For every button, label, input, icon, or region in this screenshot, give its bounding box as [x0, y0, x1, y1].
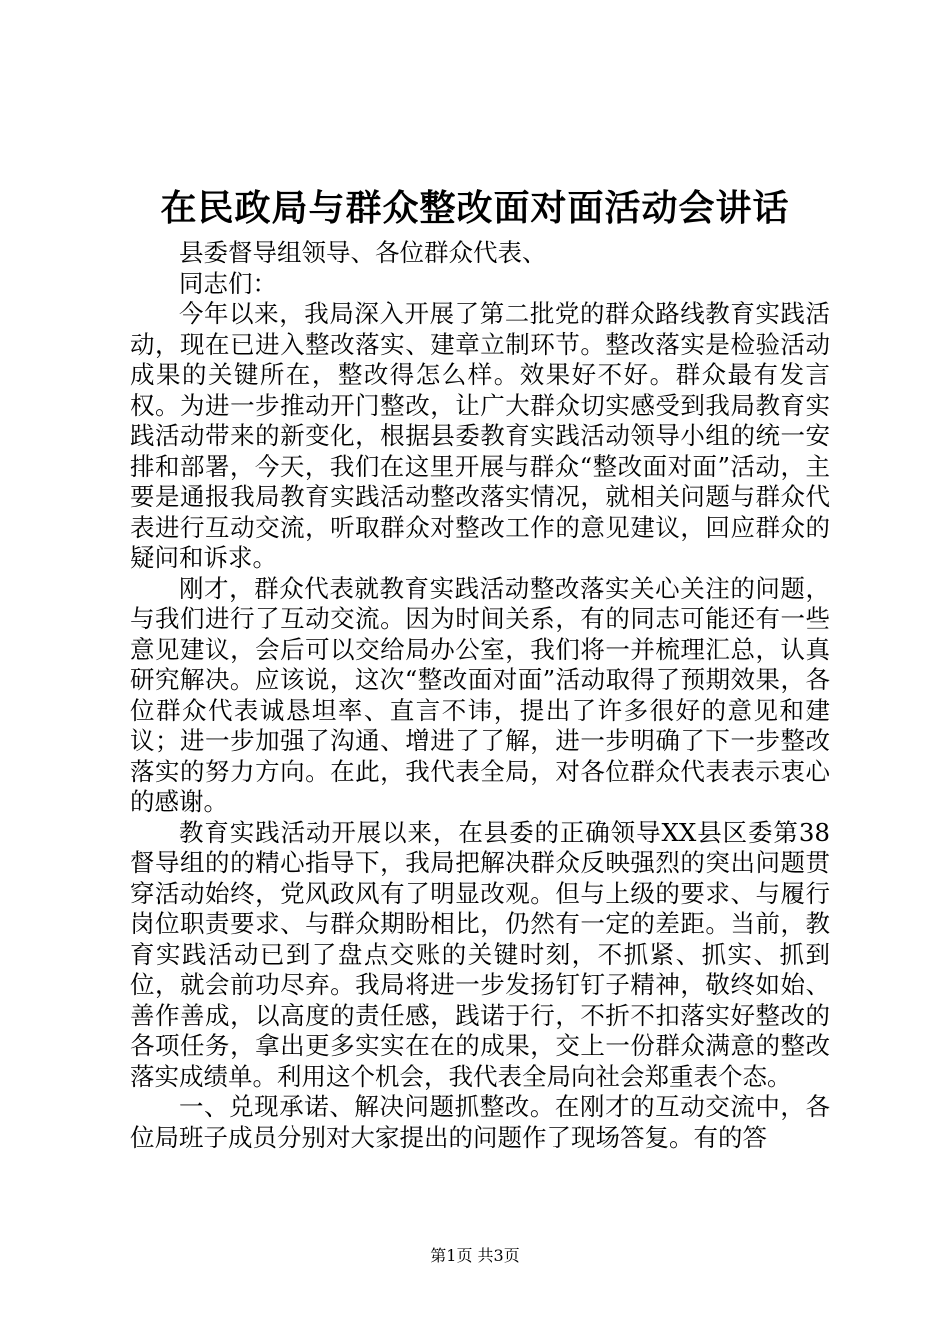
- salutation-line: 县委督导组领导、各位群众代表、: [179, 238, 547, 267]
- document-body: [130, 238, 830, 1153]
- document-title: 在民政局与群众整改面对面活动会讲话: [160, 187, 790, 229]
- page-footer: 第1页 共3页: [430, 1246, 520, 1265]
- body-paragraph: 刚才，群众代表就教育实践活动整改落实关心关注的问题，与我们进行了互动交流。因为时间关系，有的同志可能还有一些意见建议，会后可以交给局办公室，我们将一并梳理汇总，认真研究解决。应该说，这次“整改面对面”活动取得了预期效果，各位群众代表诚恳坦率、直言不讳，提出了许多很好的意见和建议；进一步加强了沟通、增进了了解，进一步明确了下一步整改落实的努力方向。在此，我代表全局，对各位群众代表表示衷心的感谢。: [130, 573, 830, 816]
- salutation-line: 同志们：: [179, 268, 277, 298]
- body-paragraph: 教育实践活动开展以来，在县委的正确领导XX县区委第38督导组的的精心指导下，我局把解决群众反映强烈的突出问题贯穿活动始终，党风政风有了明显改观。但与上级的要求、与履行岗位职责要求、与群众期盼相比，仍然有一定的差距。当前，教育实践活动已到了盘点交账的关键时刻，不抓紧、抓实、抓到位，就会前功尽弃。我局将进一步发扬钉钉子精神，敬终如始、善作善成，以高度的责任感，践诺于行，不折不扣落实好整改的各项任务，拿出更多实实在在的成果，交上一份群众满意的整改落实成绩单。利用这个机会，我代表全局向社会郑重表个态。: [130, 817, 830, 1091]
- body-paragraph: 一、兑现承诺、解决问题抓整改。在刚才的互动交流中，各位局班子成员分别对大家提出的问题作了现场答复。有的答: [130, 1092, 830, 1152]
- body-paragraph: 今年以来，我局深入开展了第二批党的群众路线教育实践活动，现在已进入整改落实、建章立制环节。整改落实是检验活动成果的关键所在，整改得怎么样。效果好不好。群众最有发言权。为进一步推动开门整改，让广大群众切实感受到我局教育实践活动带来的新变化，根据县委教育实践活动领导小组的统一安排和部署，今天，我们在这里开展与群众“整改面对面”活动，主要是通报我局教育实践活动整改落实情况，就相关问题与群众代表进行互动交流，听取群众对整改工作的意见建议，回应群众的疑问和诉求。: [130, 299, 830, 572]
